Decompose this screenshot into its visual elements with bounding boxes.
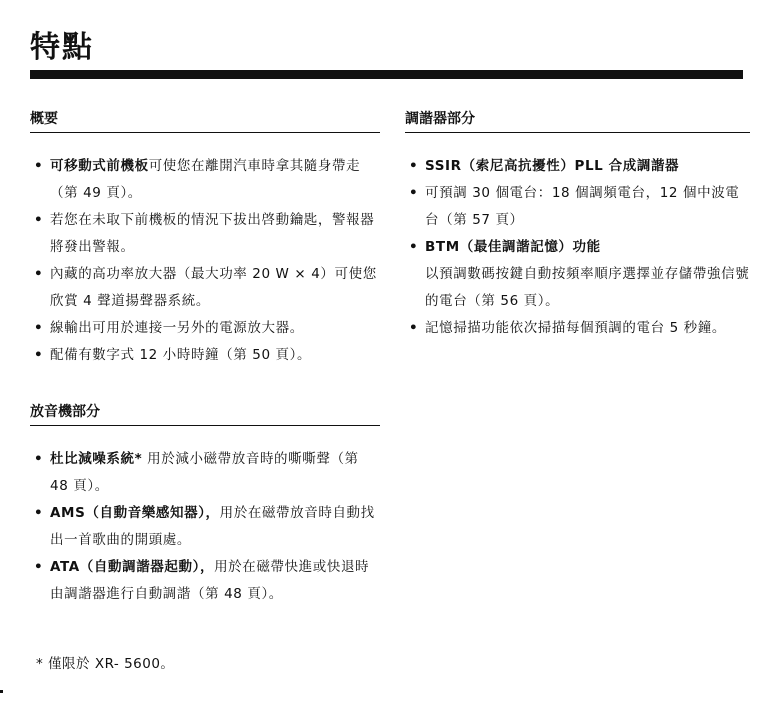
right-column: [405, 108, 750, 342]
overview-item-2: [30, 207, 380, 261]
page-title: 特點: [30, 30, 94, 65]
footnote: * 僅限於 XR- 5600。: [36, 656, 175, 672]
player-item-2: [30, 500, 380, 554]
tuner-item-2: [405, 180, 750, 234]
tuner-item-3: [405, 234, 750, 261]
tuner-heading: 調諧器部分: [405, 108, 750, 133]
overview-heading: 概要: [30, 108, 380, 133]
tuner-item-3-bold: BTM（最佳調諧記憶）功能: [425, 239, 601, 255]
player-item-1-bold: 杜比減噪系統*: [50, 451, 143, 467]
left-column: [30, 108, 380, 608]
overview-item-4-text: 線輸出可用於連接一另外的電源放大器。: [50, 320, 304, 336]
overview-item-1-text: 可使您在離開汽車時拿其隨身帶走（第 49 頁）。: [50, 158, 361, 201]
tuner-item-4-text: 記憶掃描功能依次掃描每個預調的電台 5 秒鐘。: [425, 320, 726, 336]
tuner-list: [405, 153, 750, 261]
tuner-item-3-description: 以預調數碼按鍵自動按頻率順序選擇並存儲帶強信號的電台（第 56 頁）。: [425, 266, 750, 309]
overview-item-1: [30, 153, 380, 207]
player-item-2-text: 用於在磁帶放音時自動找出一首歌曲的開頭處。: [50, 505, 375, 548]
player-heading: 放音機部分: [30, 401, 380, 426]
overview-list: [30, 153, 380, 369]
overview-item-3-text: 內藏的高功率放大器（最大功率 20 W × 4）可使您欣賞 4 聲道揚聲器系統。: [50, 266, 377, 309]
overview-item-1-bold: 可移動式前機板: [50, 158, 149, 174]
player-item-3-text: 用於在磁帶快進或快退時由調諧器進行自動調諧（第 48 頁）。: [50, 559, 370, 602]
overview-item-2-text: 若您在未取下前機板的情況下拔出啓動鑰匙，警報器將發出警報。: [50, 212, 375, 255]
overview-item-4: [30, 315, 380, 342]
tuner-item-2-text: 可預調 30 個電台：18 個調頻電台，12 個中波電台（第 57 頁）: [425, 185, 740, 228]
tuner-list-cont: [405, 315, 750, 342]
overview-item-5: [30, 342, 380, 369]
tuner-item-1: [405, 153, 750, 180]
margin-mark: [0, 690, 3, 693]
overview-item-3: [30, 261, 380, 315]
player-item-3-bold: ATA（自動調諧器起動），: [50, 559, 215, 575]
title-rule: [30, 70, 743, 79]
tuner-item-4: [405, 315, 750, 342]
overview-item-5-text: 配備有數字式 12 小時時鐘（第 50 頁）。: [50, 347, 312, 363]
player-item-2-bold: AMS（自動音樂感知器），: [50, 505, 220, 521]
player-item-3: [30, 554, 380, 608]
player-item-1-text: 用於減小磁帶放音時的嘶嘶聲（第 48 頁）。: [50, 451, 359, 494]
tuner-item-1-bold: SSIR（索尼高抗擾性）PLL 合成調諧器: [425, 158, 680, 174]
player-list: [30, 446, 380, 608]
player-item-1: [30, 446, 380, 500]
